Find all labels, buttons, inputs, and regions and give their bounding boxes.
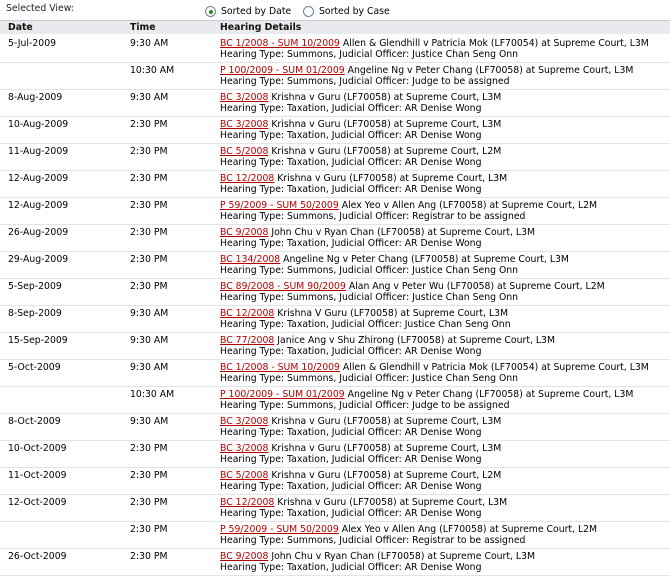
case-description: Krishna v Guru (LF70058) at Supreme Court, L2M [268, 470, 502, 481]
hearing-row [0, 495, 670, 522]
hearing-time: 2:30 PM [130, 227, 168, 238]
case-number-link[interactable]: BC 3/2008 [220, 443, 269, 454]
hearing-time: 2:30 PM [130, 146, 168, 157]
case-description: Allen & Glendhill v Patricia Mok (LF70054) at Supreme Court, L3M [339, 38, 649, 49]
hearing-type-officer: Hearing Type: Taxation, Judicial Officer: Justice Chan Seng Onn [220, 319, 511, 330]
case-description: Alex Yeo v Allen Ang (LF70058) at Supreme Court, L2M [338, 200, 598, 211]
case-number-link[interactable]: P 59/2009 - SUM 50/2009 [220, 524, 339, 535]
case-description: Janice Ang v Shu Zhirong (LF70058) at Supreme Court, L3M [274, 335, 555, 346]
hearing-case-line [220, 524, 597, 535]
hearing-type-officer: Hearing Type: Summons, Judicial Officer: Judge to be assigned [220, 400, 510, 411]
hearing-time: 2:30 PM [130, 281, 168, 292]
hearing-type-officer: Hearing Type: Taxation, Judicial Officer: AR Denise Wong [220, 481, 482, 492]
hearing-row [0, 414, 670, 441]
hearing-time: 9:30 AM [130, 308, 169, 319]
hearing-case-line [220, 281, 605, 292]
hearing-date: 15-Sep-2009 [8, 335, 68, 346]
hearing-date: 11-Oct-2009 [8, 470, 67, 481]
case-description: Krishna V Guru (LF70058) at Supreme Court, L3M [274, 308, 509, 319]
case-number-link[interactable]: P 100/2009 - SUM 01/2009 [220, 65, 345, 76]
case-number-link[interactable]: BC 3/2008 [220, 416, 269, 427]
hearing-row [0, 522, 670, 549]
hearing-time: 2:30 PM [130, 524, 168, 535]
case-number-link[interactable]: BC 77/2008 [220, 335, 275, 346]
hearing-details [220, 389, 633, 411]
case-description: Krishna v Guru (LF70058) at Supreme Court, L3M [274, 173, 508, 184]
hearing-type-officer: Hearing Type: Taxation, Judicial Officer: AR Denise Wong [220, 346, 482, 357]
hearing-case-line [220, 173, 507, 184]
case-number-link[interactable]: BC 1/2008 - SUM 10/2009 [220, 38, 340, 49]
hearing-row [0, 225, 670, 252]
hearing-type-officer: Hearing Type: Summons, Judicial Officer: Judge to be assigned [220, 76, 510, 87]
hearing-case-line [220, 362, 649, 373]
hearing-time: 10:30 AM [130, 389, 175, 400]
hearing-time: 9:30 AM [130, 362, 169, 373]
hearing-row [0, 198, 670, 225]
sort-by-date-option[interactable] [205, 5, 291, 18]
hearing-date: 12-Aug-2009 [8, 200, 69, 211]
hearing-details [220, 38, 649, 60]
hearing-time: 2:30 PM [130, 200, 168, 211]
hearing-time: 2:30 PM [130, 551, 168, 562]
hearing-type-officer: Hearing Type: Taxation, Judicial Officer: AR Denise Wong [220, 157, 482, 168]
hearing-type-officer: Hearing Type: Taxation, Judicial Officer: AR Denise Wong [220, 238, 482, 249]
hearing-time: 2:30 PM [130, 119, 168, 130]
hearing-type-officer: Hearing Type: Taxation, Judicial Officer: AR Denise Wong [220, 427, 482, 438]
hearing-date: 29-Aug-2009 [8, 254, 69, 265]
hearing-time: 2:30 PM [130, 443, 168, 454]
hearing-case-line [220, 119, 501, 130]
case-number-link[interactable]: BC 3/2008 [220, 92, 269, 103]
hearing-details [220, 308, 511, 330]
hearing-details [220, 416, 501, 438]
sort-by-case-radio[interactable] [303, 6, 314, 17]
hearing-date: 8-Oct-2009 [8, 416, 61, 427]
case-description: Alan Ang v Peter Wu (LF70058) at Supreme Court, L2M [345, 281, 605, 292]
hearing-time: 2:30 PM [130, 173, 168, 184]
case-description: Krishna v Guru (LF70058) at Supreme Court, L3M [268, 416, 502, 427]
case-description: John Chu v Ryan Chan (LF70058) at Supreme Court, L3M [268, 227, 536, 238]
hearing-date: 26-Oct-2009 [8, 551, 67, 562]
case-description: Krishna v Guru (LF70058) at Supreme Court, L3M [268, 119, 502, 130]
hearing-details [220, 443, 501, 465]
case-number-link[interactable]: BC 12/2008 [220, 173, 275, 184]
hearing-case-line [220, 65, 633, 76]
hearing-row [0, 252, 670, 279]
case-number-link[interactable]: BC 5/2008 [220, 470, 269, 481]
case-description: Krishna v Guru (LF70058) at Supreme Court, L2M [268, 146, 502, 157]
hearing-time: 9:30 AM [130, 38, 169, 49]
hearing-type-officer: Hearing Type: Summons, Judicial Officer: Justice Chan Seng Onn [220, 373, 519, 384]
hearing-row [0, 36, 670, 63]
hearing-case-line [220, 389, 633, 400]
hearing-row [0, 387, 670, 414]
hearing-type-officer: Hearing Type: Summons, Judicial Officer: Justice Chan Seng Onn [220, 265, 519, 276]
hearing-case-line [220, 443, 501, 454]
case-number-link[interactable]: P 100/2009 - SUM 01/2009 [220, 389, 345, 400]
hearing-type-officer: Hearing Type: Summons, Judicial Officer: Registrar to be assigned [220, 211, 526, 222]
hearing-type-officer: Hearing Type: Taxation, Judicial Officer: AR Denise Wong [220, 130, 482, 141]
hearing-case-line [220, 470, 501, 481]
case-number-link[interactable]: P 59/2009 - SUM 50/2009 [220, 200, 339, 211]
table-header [0, 20, 670, 34]
hearing-type-officer: Hearing Type: Taxation, Judicial Officer: AR Denise Wong [220, 508, 482, 519]
hearing-date: 11-Aug-2009 [8, 146, 69, 157]
hearing-date: 8-Aug-2009 [8, 92, 63, 103]
hearing-case-line [220, 497, 507, 508]
case-description: Allen & Glendhill v Patricia Mok (LF70054) at Supreme Court, L3M [339, 362, 649, 373]
hearing-details [220, 119, 501, 141]
case-description: Krishna v Guru (LF70058) at Supreme Court, L3M [274, 497, 508, 508]
hearing-date: 5-Oct-2009 [8, 362, 61, 373]
hearing-time: 9:30 AM [130, 416, 169, 427]
hearing-details [220, 335, 555, 357]
case-description: Krishna v Guru (LF70058) at Supreme Court, L3M [268, 92, 502, 103]
case-number-link[interactable]: BC 1/2008 - SUM 10/2009 [220, 362, 340, 373]
hearing-row [0, 63, 670, 90]
hearing-details [220, 92, 501, 114]
hearing-row [0, 468, 670, 495]
hearing-case-line [220, 308, 511, 319]
sort-by-date-radio[interactable] [205, 6, 216, 17]
sort-by-case-option[interactable] [303, 5, 390, 18]
time-column-header: Time [130, 22, 156, 33]
hearing-type-officer: Hearing Type: Taxation, Judicial Officer: AR Denise Wong [220, 103, 482, 114]
hearing-row [0, 441, 670, 468]
hearing-row [0, 117, 670, 144]
case-number-link[interactable]: BC 134/2008 [220, 254, 281, 265]
case-number-link[interactable]: BC 9/2008 [220, 227, 269, 238]
hearing-row [0, 549, 670, 576]
hearing-details [220, 470, 501, 492]
hearing-row [0, 306, 670, 333]
hearing-details [220, 497, 507, 519]
hearing-case-line [220, 227, 535, 238]
case-number-link[interactable]: BC 3/2008 [220, 119, 269, 130]
hearing-date: 10-Aug-2009 [8, 119, 69, 130]
case-number-link[interactable]: BC 9/2008 [220, 551, 269, 562]
hearing-case-line [220, 200, 597, 211]
hearing-time: 9:30 AM [130, 92, 169, 103]
hearing-type-officer: Hearing Type: Summons, Judicial Officer: Justice Chan Seng Onn [220, 49, 519, 60]
hearing-case-line [220, 551, 535, 562]
hearing-time: 2:30 PM [130, 497, 168, 508]
hearing-case-line [220, 92, 501, 103]
hearing-date: 8-Sep-2009 [8, 308, 62, 319]
hearing-type-officer: Hearing Type: Taxation, Judicial Officer: AR Denise Wong [220, 184, 482, 195]
hearing-details [220, 524, 597, 546]
sort-by-date-label[interactable]: Sorted by Date [221, 6, 292, 17]
hearing-row [0, 360, 670, 387]
hearing-row [0, 171, 670, 198]
hearing-details [220, 173, 507, 195]
case-number-link[interactable]: BC 89/2008 - SUM 90/2009 [220, 281, 346, 292]
selected-view-label: Selected View: [6, 3, 74, 14]
hearing-details [220, 551, 535, 573]
case-description: Krishna v Guru (LF70058) at Supreme Court, L3M [268, 443, 502, 454]
hearing-details [220, 146, 501, 168]
hearing-table-body [0, 36, 670, 576]
case-description: John Chu v Ryan Chan (LF70058) at Supreme Court, L3M [268, 551, 536, 562]
hearing-details [220, 254, 569, 276]
hearing-details [220, 200, 597, 222]
case-description: Angeline Ng v Peter Chang (LF70058) at Supreme Court, L3M [344, 389, 634, 400]
hearing-case-line [220, 335, 555, 346]
hearing-row [0, 333, 670, 360]
case-description: Alex Yeo v Allen Ang (LF70058) at Supreme Court, L2M [338, 524, 598, 535]
hearing-date: 12-Oct-2009 [8, 497, 67, 508]
hearing-time: 9:30 AM [130, 335, 169, 346]
hearing-details [220, 281, 605, 303]
hearing-type-officer: Hearing Type: Taxation, Judicial Officer: AR Denise Wong [220, 562, 482, 573]
view-selector [0, 0, 670, 19]
hearing-time: 2:30 PM [130, 254, 168, 265]
case-number-link[interactable]: BC 5/2008 [220, 146, 269, 157]
hearing-date: 5-Jul-2009 [8, 38, 57, 49]
hearing-case-line [220, 38, 649, 49]
sort-by-case-label[interactable]: Sorted by Case [319, 6, 390, 17]
hearing-date: 10-Oct-2009 [8, 443, 67, 454]
case-description: Angeline Ng v Peter Chang (LF70058) at Supreme Court, L3M [344, 65, 634, 76]
case-number-link[interactable]: BC 12/2008 [220, 308, 275, 319]
hearing-details-column-header: Hearing Details [220, 22, 302, 33]
hearing-case-line [220, 254, 569, 265]
hearing-type-officer: Hearing Type: Summons, Judicial Officer: Justice Chan Seng Onn [220, 292, 519, 303]
hearing-time: 10:30 AM [130, 65, 175, 76]
hearing-details [220, 65, 633, 87]
hearing-type-officer: Hearing Type: Summons, Judicial Officer: Registrar to be assigned [220, 535, 526, 546]
hearing-date: 12-Aug-2009 [8, 173, 69, 184]
hearing-row [0, 279, 670, 306]
hearing-case-line [220, 146, 501, 157]
hearing-type-officer: Hearing Type: Taxation, Judicial Officer: AR Denise Wong [220, 454, 482, 465]
hearing-row [0, 144, 670, 171]
hearing-time: 2:30 PM [130, 470, 168, 481]
hearing-case-line [220, 416, 501, 427]
date-column-header: Date [8, 22, 33, 33]
hearing-date: 26-Aug-2009 [8, 227, 69, 238]
hearing-details [220, 362, 649, 384]
hearing-details [220, 227, 535, 249]
case-number-link[interactable]: BC 12/2008 [220, 497, 275, 508]
case-description: Angeline Ng v Peter Chang (LF70058) at Supreme Court, L3M [280, 254, 569, 265]
hearing-date: 5-Sep-2009 [8, 281, 62, 292]
hearing-row [0, 90, 670, 117]
